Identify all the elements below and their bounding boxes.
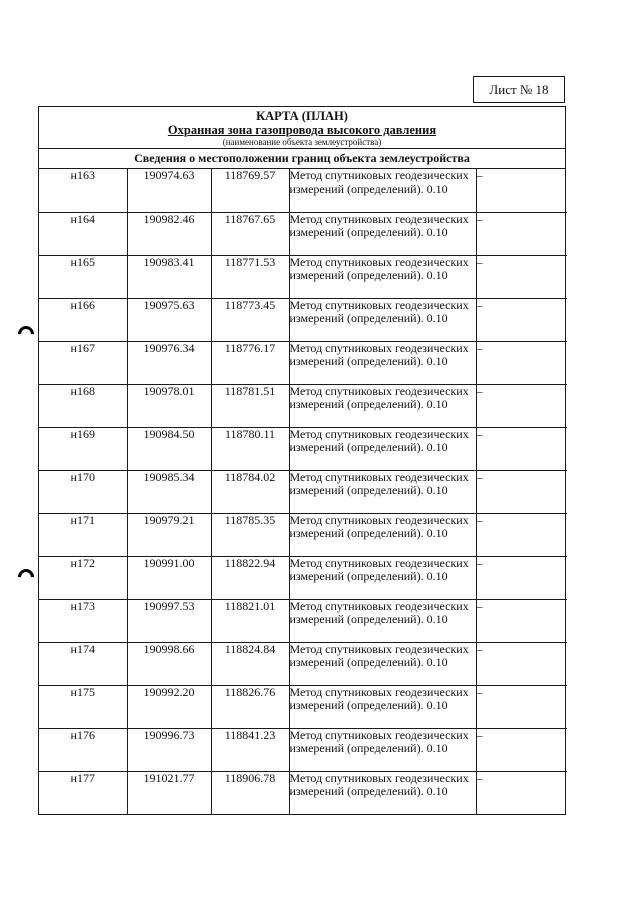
table-row xyxy=(39,513,567,556)
y-coordinate-cell: 118822.94 xyxy=(211,556,289,599)
x-coordinate-cell: 190998.66 xyxy=(127,642,211,685)
description-cell: – xyxy=(476,728,567,771)
description-cell: – xyxy=(476,341,567,384)
x-coordinate-cell: 190984.50 xyxy=(127,427,211,470)
y-coordinate-cell: 118781.51 xyxy=(211,384,289,427)
method-accuracy-cell: Метод спутниковых геодезических измерений (определений). 0.10 xyxy=(289,169,476,212)
description-cell: – xyxy=(476,470,567,513)
point-name-cell: н171 xyxy=(39,513,127,556)
object-name-caption: (наименование объекта землеустройства) xyxy=(222,137,382,147)
x-coordinate-cell: 190983.41 xyxy=(127,255,211,298)
description-cell: – xyxy=(476,771,567,814)
coordinates-table xyxy=(39,169,567,814)
point-name-cell: н165 xyxy=(39,255,127,298)
description-cell: – xyxy=(476,427,567,470)
point-name-cell: н177 xyxy=(39,771,127,814)
y-coordinate-cell: 118780.11 xyxy=(211,427,289,470)
point-name-cell: н169 xyxy=(39,427,127,470)
point-name-cell: н168 xyxy=(39,384,127,427)
method-accuracy-cell: Метод спутниковых геодезических измерений (определений). 0.10 xyxy=(289,728,476,771)
method-accuracy-cell: Метод спутниковых геодезических измерений (определений). 0.10 xyxy=(289,384,476,427)
method-accuracy-cell: Метод спутниковых геодезических измерений (определений). 0.10 xyxy=(289,212,476,255)
table-row xyxy=(39,728,567,771)
method-accuracy-cell: Метод спутниковых геодезических измерений (определений). 0.10 xyxy=(289,255,476,298)
object-name: Охранная зона газопровода высокого давления xyxy=(167,123,437,137)
table-row xyxy=(39,642,567,685)
x-coordinate-cell: 190979.21 xyxy=(127,513,211,556)
punch-hole-mark xyxy=(15,323,38,346)
table-row xyxy=(39,212,567,255)
point-name-cell: н164 xyxy=(39,212,127,255)
y-coordinate-cell: 118785.35 xyxy=(211,513,289,556)
method-accuracy-cell: Метод спутниковых геодезических измерений (определений). 0.10 xyxy=(289,556,476,599)
x-coordinate-cell: 191021.77 xyxy=(127,771,211,814)
point-name-cell: н163 xyxy=(39,169,127,212)
table-row xyxy=(39,685,567,728)
point-name-cell: н167 xyxy=(39,341,127,384)
description-cell: – xyxy=(476,212,567,255)
description-cell: – xyxy=(476,556,567,599)
coordinates-table-body xyxy=(39,169,567,814)
y-coordinate-cell: 118906.78 xyxy=(211,771,289,814)
method-accuracy-cell: Метод спутниковых геодезических измерений (определений). 0.10 xyxy=(289,470,476,513)
x-coordinate-cell: 190975.63 xyxy=(127,298,211,341)
y-coordinate-cell: 118773.45 xyxy=(211,298,289,341)
point-name-cell: н166 xyxy=(39,298,127,341)
point-name-cell: н173 xyxy=(39,599,127,642)
y-coordinate-cell: 118841.23 xyxy=(211,728,289,771)
y-coordinate-cell: 118769.57 xyxy=(211,169,289,212)
description-cell: – xyxy=(476,298,567,341)
method-accuracy-cell: Метод спутниковых геодезических измерений (определений). 0.10 xyxy=(289,642,476,685)
x-coordinate-cell: 190985.34 xyxy=(127,470,211,513)
y-coordinate-cell: 118767.65 xyxy=(211,212,289,255)
table-row xyxy=(39,470,567,513)
description-cell: – xyxy=(476,169,567,212)
y-coordinate-cell: 118821.01 xyxy=(211,599,289,642)
document-title: КАРТА (ПЛАН) xyxy=(256,109,348,123)
x-coordinate-cell: 190974.63 xyxy=(127,169,211,212)
table-row xyxy=(39,341,567,384)
x-coordinate-cell: 190978.01 xyxy=(127,384,211,427)
description-cell: – xyxy=(476,685,567,728)
description-cell: – xyxy=(476,513,567,556)
x-coordinate-cell: 190976.34 xyxy=(127,341,211,384)
method-accuracy-cell: Метод спутниковых геодезических измерений (определений). 0.10 xyxy=(289,599,476,642)
method-accuracy-cell: Метод спутниковых геодезических измерений (определений). 0.10 xyxy=(289,427,476,470)
table-row xyxy=(39,298,567,341)
table-row xyxy=(39,169,567,212)
method-accuracy-cell: Метод спутниковых геодезических измерений (определений). 0.10 xyxy=(289,685,476,728)
method-accuracy-cell: Метод спутниковых геодезических измерений (определений). 0.10 xyxy=(289,298,476,341)
description-cell: – xyxy=(476,599,567,642)
table-row xyxy=(39,255,567,298)
method-accuracy-cell: Метод спутниковых геодезических измерений (определений). 0.10 xyxy=(289,513,476,556)
table-row xyxy=(39,771,567,814)
method-accuracy-cell: Метод спутниковых геодезических измерений (определений). 0.10 xyxy=(289,341,476,384)
point-name-cell: н172 xyxy=(39,556,127,599)
x-coordinate-cell: 190996.73 xyxy=(127,728,211,771)
sheet-number-box xyxy=(473,76,565,103)
y-coordinate-cell: 118826.76 xyxy=(211,685,289,728)
y-coordinate-cell: 118776.17 xyxy=(211,341,289,384)
table-row xyxy=(39,599,567,642)
description-cell: – xyxy=(476,384,567,427)
punch-hole-mark xyxy=(15,566,38,589)
x-coordinate-cell: 190982.46 xyxy=(127,212,211,255)
point-name-cell: н175 xyxy=(39,685,127,728)
x-coordinate-cell: 190997.53 xyxy=(127,599,211,642)
method-accuracy-cell: Метод спутниковых геодезических измерений (определений). 0.10 xyxy=(289,771,476,814)
y-coordinate-cell: 118784.02 xyxy=(211,470,289,513)
document-header xyxy=(39,107,565,149)
point-name-cell: н170 xyxy=(39,470,127,513)
table-row xyxy=(39,384,567,427)
y-coordinate-cell: 118771.53 xyxy=(211,255,289,298)
section-title: Сведения о местоположении границ объекта землеустройства xyxy=(39,149,565,169)
description-cell: – xyxy=(476,255,567,298)
x-coordinate-cell: 190992.20 xyxy=(127,685,211,728)
description-cell: – xyxy=(476,642,567,685)
point-name-cell: н174 xyxy=(39,642,127,685)
x-coordinate-cell: 190991.00 xyxy=(127,556,211,599)
y-coordinate-cell: 118824.84 xyxy=(211,642,289,685)
table-row xyxy=(39,427,567,470)
sheet-number-label: Лист № 18 xyxy=(489,82,549,97)
table-row xyxy=(39,556,567,599)
document-frame xyxy=(38,106,566,815)
point-name-cell: н176 xyxy=(39,728,127,771)
